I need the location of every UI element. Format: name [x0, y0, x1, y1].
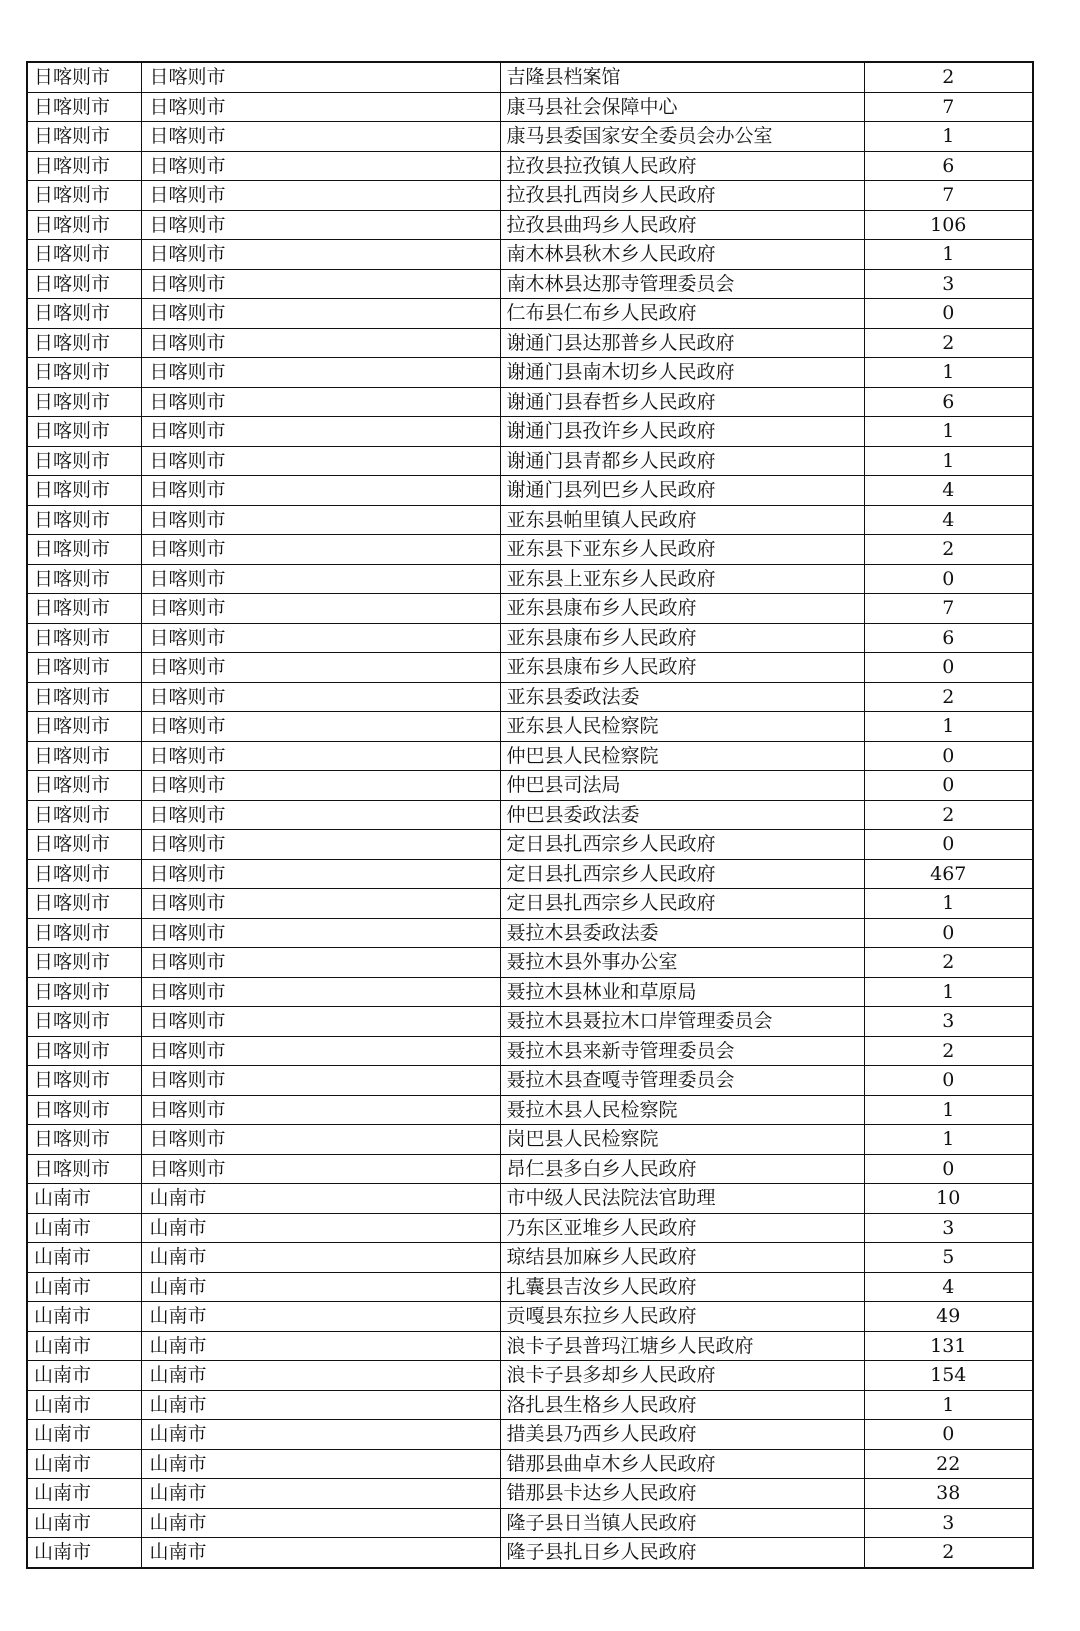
data-table — [26, 61, 1034, 1569]
city-cell: 日喀则市 — [27, 977, 141, 1007]
prefecture-cell: 日喀则市 — [141, 417, 500, 447]
city-cell: 山南市 — [27, 1449, 141, 1479]
table-row — [27, 269, 1033, 299]
prefecture-cell: 日喀则市 — [141, 889, 500, 919]
table-row — [27, 387, 1033, 417]
count-cell: 2 — [864, 800, 1033, 830]
count-cell: 5 — [864, 1243, 1033, 1273]
prefecture-cell: 日喀则市 — [141, 151, 500, 181]
unit-cell: 错那县卡达乡人民政府 — [500, 1479, 864, 1509]
table-row — [27, 446, 1033, 476]
city-cell: 日喀则市 — [27, 269, 141, 299]
count-cell: 106 — [864, 210, 1033, 240]
city-cell: 日喀则市 — [27, 240, 141, 270]
prefecture-cell: 日喀则市 — [141, 269, 500, 299]
unit-cell: 隆子县扎日乡人民政府 — [500, 1538, 864, 1568]
table-row — [27, 1361, 1033, 1391]
unit-cell: 亚东县下亚东乡人民政府 — [500, 535, 864, 565]
count-cell: 1 — [864, 977, 1033, 1007]
city-cell: 日喀则市 — [27, 476, 141, 506]
prefecture-cell: 日喀则市 — [141, 122, 500, 152]
table-row — [27, 1331, 1033, 1361]
unit-cell: 聂拉木县林业和草原局 — [500, 977, 864, 1007]
prefecture-cell: 山南市 — [141, 1213, 500, 1243]
unit-cell: 吉隆县档案馆 — [500, 62, 864, 92]
table-row — [27, 210, 1033, 240]
prefecture-cell: 山南市 — [141, 1508, 500, 1538]
prefecture-cell: 日喀则市 — [141, 594, 500, 624]
table-row — [27, 564, 1033, 594]
unit-cell: 亚东县康布乡人民政府 — [500, 623, 864, 653]
prefecture-cell: 日喀则市 — [141, 1095, 500, 1125]
table-row — [27, 682, 1033, 712]
city-cell: 日喀则市 — [27, 682, 141, 712]
count-cell: 49 — [864, 1302, 1033, 1332]
prefecture-cell: 日喀则市 — [141, 564, 500, 594]
count-cell: 2 — [864, 682, 1033, 712]
table-row — [27, 623, 1033, 653]
count-cell: 1 — [864, 240, 1033, 270]
prefecture-cell: 日喀则市 — [141, 387, 500, 417]
table-row — [27, 1154, 1033, 1184]
table-row — [27, 181, 1033, 211]
unit-cell: 亚东县人民检察院 — [500, 712, 864, 742]
count-cell: 1 — [864, 358, 1033, 388]
count-cell: 3 — [864, 1007, 1033, 1037]
city-cell: 山南市 — [27, 1331, 141, 1361]
count-cell: 0 — [864, 771, 1033, 801]
city-cell: 日喀则市 — [27, 859, 141, 889]
table-row — [27, 1213, 1033, 1243]
prefecture-cell: 日喀则市 — [141, 328, 500, 358]
table-row — [27, 1538, 1033, 1568]
unit-cell: 仁布县仁布乡人民政府 — [500, 299, 864, 329]
unit-cell: 洛扎县生格乡人民政府 — [500, 1390, 864, 1420]
count-cell: 0 — [864, 1066, 1033, 1096]
table-row — [27, 1036, 1033, 1066]
table-row — [27, 476, 1033, 506]
city-cell: 日喀则市 — [27, 653, 141, 683]
table-row — [27, 1449, 1033, 1479]
city-cell: 日喀则市 — [27, 446, 141, 476]
prefecture-cell: 日喀则市 — [141, 977, 500, 1007]
prefecture-cell: 日喀则市 — [141, 1007, 500, 1037]
unit-cell: 聂拉木县查嘎寺管理委员会 — [500, 1066, 864, 1096]
unit-cell: 拉孜县曲玛乡人民政府 — [500, 210, 864, 240]
unit-cell: 仲巴县人民检察院 — [500, 741, 864, 771]
city-cell: 日喀则市 — [27, 151, 141, 181]
count-cell: 154 — [864, 1361, 1033, 1391]
count-cell: 0 — [864, 741, 1033, 771]
table-row — [27, 1420, 1033, 1450]
prefecture-cell: 日喀则市 — [141, 1066, 500, 1096]
count-cell: 22 — [864, 1449, 1033, 1479]
document-sheet — [26, 61, 1032, 1569]
city-cell: 日喀则市 — [27, 358, 141, 388]
table-row — [27, 299, 1033, 329]
city-cell: 日喀则市 — [27, 918, 141, 948]
unit-cell: 聂拉木县聂拉木口岸管理委员会 — [500, 1007, 864, 1037]
city-cell: 日喀则市 — [27, 741, 141, 771]
city-cell: 日喀则市 — [27, 328, 141, 358]
city-cell: 日喀则市 — [27, 505, 141, 535]
city-cell: 日喀则市 — [27, 1095, 141, 1125]
table-row — [27, 948, 1033, 978]
table-row — [27, 741, 1033, 771]
unit-cell: 南木林县秋木乡人民政府 — [500, 240, 864, 270]
table-row — [27, 92, 1033, 122]
count-cell: 0 — [864, 299, 1033, 329]
count-cell: 0 — [864, 564, 1033, 594]
prefecture-cell: 日喀则市 — [141, 1036, 500, 1066]
unit-cell: 亚东县上亚东乡人民政府 — [500, 564, 864, 594]
count-cell: 1 — [864, 446, 1033, 476]
count-cell: 4 — [864, 505, 1033, 535]
unit-cell: 康马县社会保障中心 — [500, 92, 864, 122]
city-cell: 日喀则市 — [27, 948, 141, 978]
count-cell: 0 — [864, 653, 1033, 683]
city-cell: 日喀则市 — [27, 122, 141, 152]
count-cell: 1 — [864, 1125, 1033, 1155]
city-cell: 日喀则市 — [27, 800, 141, 830]
city-cell: 日喀则市 — [27, 299, 141, 329]
table-row — [27, 859, 1033, 889]
count-cell: 1 — [864, 712, 1033, 742]
count-cell: 3 — [864, 1508, 1033, 1538]
table-row — [27, 594, 1033, 624]
city-cell: 山南市 — [27, 1390, 141, 1420]
city-cell: 山南市 — [27, 1302, 141, 1332]
table-row — [27, 977, 1033, 1007]
count-cell: 0 — [864, 1154, 1033, 1184]
unit-cell: 谢通门县青都乡人民政府 — [500, 446, 864, 476]
prefecture-cell: 日喀则市 — [141, 948, 500, 978]
count-cell: 7 — [864, 181, 1033, 211]
city-cell: 日喀则市 — [27, 92, 141, 122]
city-cell: 山南市 — [27, 1420, 141, 1450]
unit-cell: 谢通门县南木切乡人民政府 — [500, 358, 864, 388]
table-row — [27, 505, 1033, 535]
table-row — [27, 1125, 1033, 1155]
count-cell: 0 — [864, 1420, 1033, 1450]
unit-cell: 亚东县康布乡人民政府 — [500, 653, 864, 683]
count-cell: 2 — [864, 948, 1033, 978]
prefecture-cell: 日喀则市 — [141, 741, 500, 771]
table-body — [27, 62, 1033, 1568]
city-cell: 山南市 — [27, 1272, 141, 1302]
unit-cell: 定日县扎西宗乡人民政府 — [500, 859, 864, 889]
unit-cell: 仲巴县司法局 — [500, 771, 864, 801]
city-cell: 山南市 — [27, 1508, 141, 1538]
prefecture-cell: 山南市 — [141, 1538, 500, 1568]
prefecture-cell: 山南市 — [141, 1390, 500, 1420]
prefecture-cell: 日喀则市 — [141, 476, 500, 506]
prefecture-cell: 日喀则市 — [141, 446, 500, 476]
city-cell: 日喀则市 — [27, 830, 141, 860]
prefecture-cell: 日喀则市 — [141, 358, 500, 388]
prefecture-cell: 日喀则市 — [141, 240, 500, 270]
prefecture-cell: 日喀则市 — [141, 535, 500, 565]
unit-cell: 岗巴县人民检察院 — [500, 1125, 864, 1155]
table-row — [27, 1272, 1033, 1302]
table-row — [27, 151, 1033, 181]
count-cell: 1 — [864, 1390, 1033, 1420]
unit-cell: 聂拉木县外事办公室 — [500, 948, 864, 978]
prefecture-cell: 日喀则市 — [141, 210, 500, 240]
prefecture-cell: 山南市 — [141, 1449, 500, 1479]
unit-cell: 南木林县达那寺管理委员会 — [500, 269, 864, 299]
prefecture-cell: 山南市 — [141, 1331, 500, 1361]
count-cell: 1 — [864, 122, 1033, 152]
unit-cell: 扎囊县吉汝乡人民政府 — [500, 1272, 864, 1302]
prefecture-cell: 日喀则市 — [141, 859, 500, 889]
prefecture-cell: 日喀则市 — [141, 623, 500, 653]
city-cell: 山南市 — [27, 1538, 141, 1568]
unit-cell: 亚东县康布乡人民政府 — [500, 594, 864, 624]
count-cell: 0 — [864, 830, 1033, 860]
prefecture-cell: 日喀则市 — [141, 181, 500, 211]
prefecture-cell: 日喀则市 — [141, 1154, 500, 1184]
prefecture-cell: 日喀则市 — [141, 505, 500, 535]
prefecture-cell: 日喀则市 — [141, 771, 500, 801]
unit-cell: 拉孜县扎西岗乡人民政府 — [500, 181, 864, 211]
count-cell: 2 — [864, 535, 1033, 565]
count-cell: 3 — [864, 269, 1033, 299]
city-cell: 日喀则市 — [27, 535, 141, 565]
city-cell: 山南市 — [27, 1243, 141, 1273]
city-cell: 日喀则市 — [27, 387, 141, 417]
prefecture-cell: 山南市 — [141, 1302, 500, 1332]
unit-cell: 亚东县帕里镇人民政府 — [500, 505, 864, 535]
prefecture-cell: 日喀则市 — [141, 682, 500, 712]
prefecture-cell: 日喀则市 — [141, 800, 500, 830]
unit-cell: 隆子县日当镇人民政府 — [500, 1508, 864, 1538]
table-row — [27, 1243, 1033, 1273]
count-cell: 467 — [864, 859, 1033, 889]
prefecture-cell: 山南市 — [141, 1479, 500, 1509]
table-row — [27, 240, 1033, 270]
table-row — [27, 712, 1033, 742]
city-cell: 日喀则市 — [27, 417, 141, 447]
prefecture-cell: 山南市 — [141, 1243, 500, 1273]
table-row — [27, 1508, 1033, 1538]
table-row — [27, 830, 1033, 860]
prefecture-cell: 山南市 — [141, 1184, 500, 1214]
unit-cell: 亚东县委政法委 — [500, 682, 864, 712]
count-cell: 1 — [864, 417, 1033, 447]
unit-cell: 琼结县加麻乡人民政府 — [500, 1243, 864, 1273]
table-row — [27, 1302, 1033, 1332]
unit-cell: 错那县曲卓木乡人民政府 — [500, 1449, 864, 1479]
count-cell: 6 — [864, 151, 1033, 181]
unit-cell: 谢通门县列巴乡人民政府 — [500, 476, 864, 506]
table-row — [27, 918, 1033, 948]
prefecture-cell: 日喀则市 — [141, 1125, 500, 1155]
city-cell: 日喀则市 — [27, 1066, 141, 1096]
table-row — [27, 1095, 1033, 1125]
city-cell: 日喀则市 — [27, 62, 141, 92]
table-row — [27, 328, 1033, 358]
unit-cell: 拉孜县拉孜镇人民政府 — [500, 151, 864, 181]
table-row — [27, 889, 1033, 919]
city-cell: 日喀则市 — [27, 594, 141, 624]
city-cell: 日喀则市 — [27, 564, 141, 594]
unit-cell: 聂拉木县人民检察院 — [500, 1095, 864, 1125]
unit-cell: 谢通门县达那普乡人民政府 — [500, 328, 864, 358]
table-row — [27, 1479, 1033, 1509]
count-cell: 2 — [864, 328, 1033, 358]
city-cell: 日喀则市 — [27, 210, 141, 240]
prefecture-cell: 日喀则市 — [141, 712, 500, 742]
prefecture-cell: 日喀则市 — [141, 918, 500, 948]
table-row — [27, 771, 1033, 801]
city-cell: 日喀则市 — [27, 623, 141, 653]
table-row — [27, 1184, 1033, 1214]
count-cell: 1 — [864, 1095, 1033, 1125]
city-cell: 日喀则市 — [27, 1125, 141, 1155]
city-cell: 日喀则市 — [27, 771, 141, 801]
city-cell: 山南市 — [27, 1479, 141, 1509]
city-cell: 日喀则市 — [27, 712, 141, 742]
city-cell: 山南市 — [27, 1361, 141, 1391]
count-cell: 2 — [864, 62, 1033, 92]
unit-cell: 浪卡子县普玛江塘乡人民政府 — [500, 1331, 864, 1361]
count-cell: 38 — [864, 1479, 1033, 1509]
unit-cell: 康马县委国家安全委员会办公室 — [500, 122, 864, 152]
city-cell: 日喀则市 — [27, 1154, 141, 1184]
count-cell: 0 — [864, 918, 1033, 948]
table-row — [27, 1066, 1033, 1096]
count-cell: 6 — [864, 387, 1033, 417]
unit-cell: 谢通门县孜许乡人民政府 — [500, 417, 864, 447]
count-cell: 4 — [864, 1272, 1033, 1302]
city-cell: 山南市 — [27, 1184, 141, 1214]
city-cell: 日喀则市 — [27, 1036, 141, 1066]
count-cell: 7 — [864, 92, 1033, 122]
unit-cell: 贡嘎县东拉乡人民政府 — [500, 1302, 864, 1332]
table-row — [27, 1007, 1033, 1037]
city-cell: 日喀则市 — [27, 181, 141, 211]
unit-cell: 定日县扎西宗乡人民政府 — [500, 830, 864, 860]
count-cell: 6 — [864, 623, 1033, 653]
unit-cell: 浪卡子县多却乡人民政府 — [500, 1361, 864, 1391]
prefecture-cell: 日喀则市 — [141, 653, 500, 683]
count-cell: 10 — [864, 1184, 1033, 1214]
unit-cell: 聂拉木县委政法委 — [500, 918, 864, 948]
unit-cell: 仲巴县委政法委 — [500, 800, 864, 830]
prefecture-cell: 日喀则市 — [141, 830, 500, 860]
unit-cell: 市中级人民法院法官助理 — [500, 1184, 864, 1214]
count-cell: 4 — [864, 476, 1033, 506]
unit-cell: 谢通门县春哲乡人民政府 — [500, 387, 864, 417]
table-row — [27, 535, 1033, 565]
prefecture-cell: 日喀则市 — [141, 62, 500, 92]
unit-cell: 昂仁县多白乡人民政府 — [500, 1154, 864, 1184]
table-row — [27, 1390, 1033, 1420]
table-row — [27, 800, 1033, 830]
table-row — [27, 62, 1033, 92]
prefecture-cell: 日喀则市 — [141, 92, 500, 122]
city-cell: 日喀则市 — [27, 1007, 141, 1037]
prefecture-cell: 山南市 — [141, 1272, 500, 1302]
table-row — [27, 358, 1033, 388]
count-cell: 2 — [864, 1538, 1033, 1568]
table-row — [27, 653, 1033, 683]
count-cell: 131 — [864, 1331, 1033, 1361]
city-cell: 日喀则市 — [27, 889, 141, 919]
count-cell: 3 — [864, 1213, 1033, 1243]
prefecture-cell: 山南市 — [141, 1361, 500, 1391]
unit-cell: 定日县扎西宗乡人民政府 — [500, 889, 864, 919]
count-cell: 2 — [864, 1036, 1033, 1066]
city-cell: 山南市 — [27, 1213, 141, 1243]
prefecture-cell: 日喀则市 — [141, 299, 500, 329]
unit-cell: 措美县乃西乡人民政府 — [500, 1420, 864, 1450]
table-row — [27, 122, 1033, 152]
count-cell: 7 — [864, 594, 1033, 624]
unit-cell: 聂拉木县来新寺管理委员会 — [500, 1036, 864, 1066]
table-row — [27, 417, 1033, 447]
prefecture-cell: 山南市 — [141, 1420, 500, 1450]
unit-cell: 乃东区亚堆乡人民政府 — [500, 1213, 864, 1243]
count-cell: 1 — [864, 889, 1033, 919]
